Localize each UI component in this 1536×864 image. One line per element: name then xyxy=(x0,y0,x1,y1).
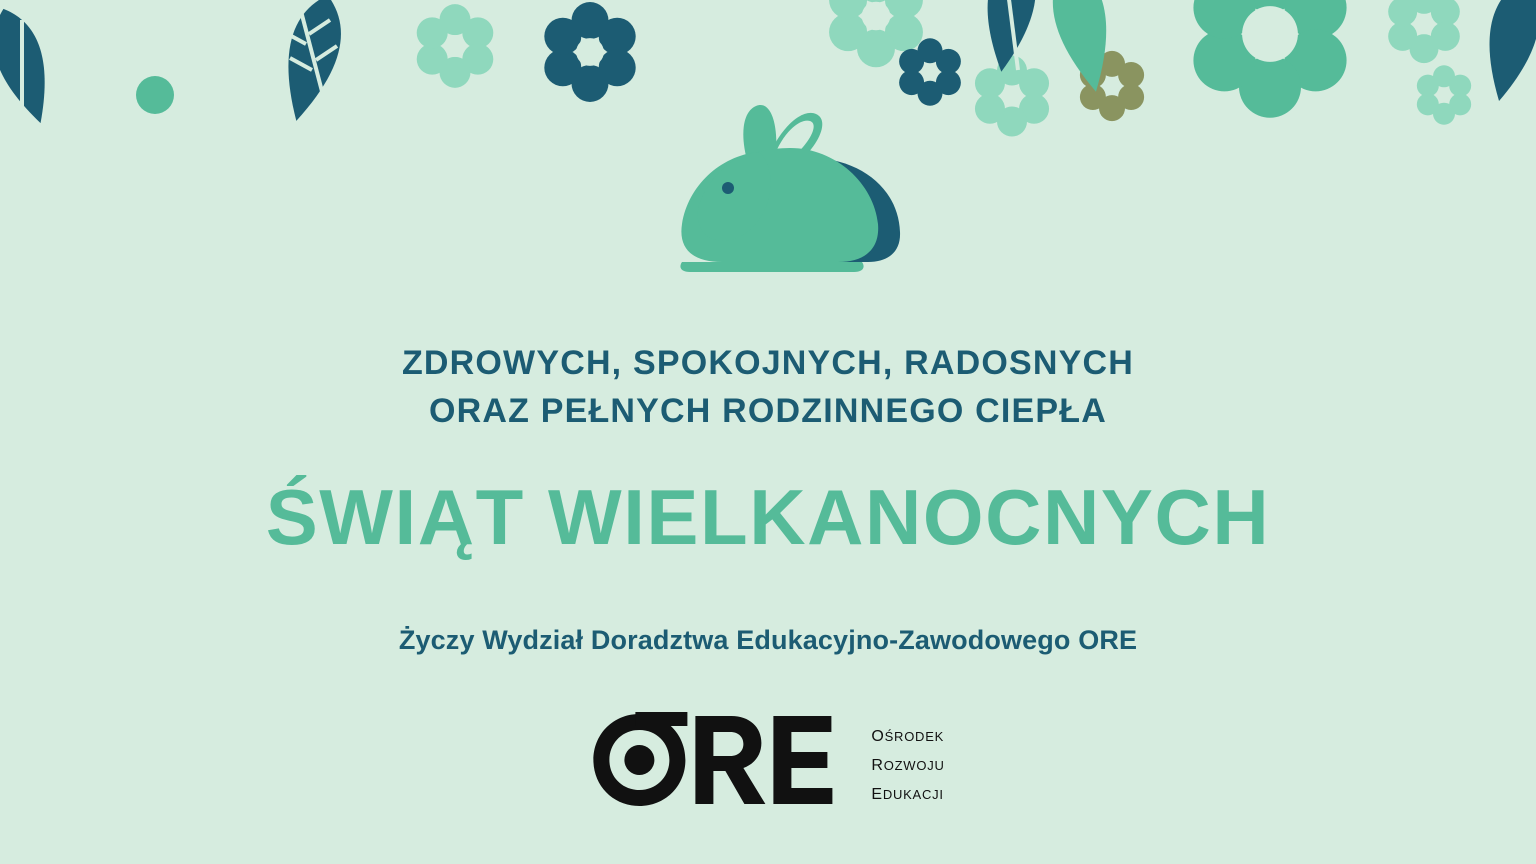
logo-subtext-line-2: rozwoju xyxy=(871,748,945,775)
ore-logo xyxy=(591,712,944,808)
signature: Życzy Wydział Doradztwa Edukacyjno-Zawodowego ORE xyxy=(398,625,1138,656)
logo-mark xyxy=(591,712,851,808)
greeting-line-2: ORAZ PEŁNYCH RODZINNEGO CIEPŁA xyxy=(429,391,1107,430)
bunny-illustration xyxy=(630,100,930,290)
headline: ŚWIĄT WIELKANOCNYCH xyxy=(265,473,1271,562)
greeting-text-block xyxy=(0,340,1536,656)
logo-subtext-line-3: edukacji xyxy=(871,777,944,804)
ore-mark-icon xyxy=(591,712,851,808)
logo-subtext-line-1: ośrodek xyxy=(871,719,945,746)
greeting-line-1: ZDROWYCH, SPOKOJNYCH, RADOSNYCH xyxy=(401,344,1135,382)
logo-subtext xyxy=(871,719,945,804)
